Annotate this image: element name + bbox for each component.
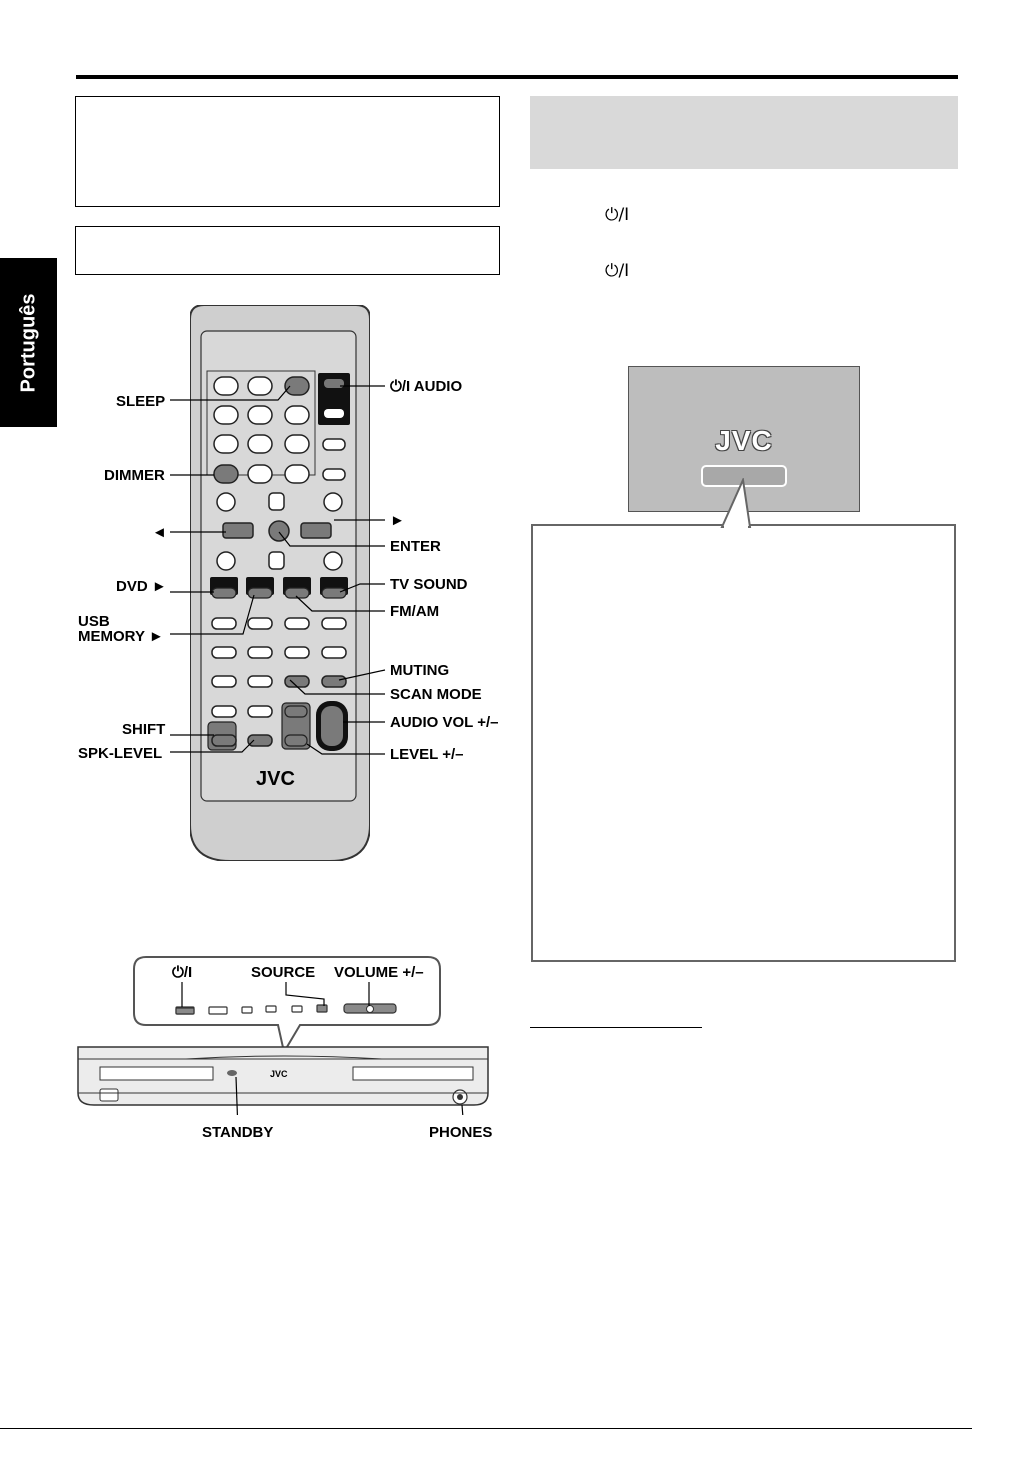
callout-box <box>531 524 956 962</box>
unit-logo: JVC <box>270 1069 288 1079</box>
label-audio-power: ⏻/I AUDIO <box>390 378 463 395</box>
bottom-rule <box>0 1428 972 1429</box>
label-source: SOURCE <box>251 964 316 981</box>
display-logo: JVC <box>715 425 773 456</box>
label-right-arrow: ► <box>390 512 405 529</box>
label-dimmer: DIMMER <box>104 467 165 484</box>
section-heading <box>530 96 958 169</box>
label-unit-power: ⏻/I <box>172 964 193 981</box>
label-level: LEVEL +/– <box>390 746 464 763</box>
callout-pointer <box>720 478 770 530</box>
label-standby: STANDBY <box>202 1124 274 1141</box>
underline <box>530 1027 702 1028</box>
label-sleep: SLEEP <box>116 393 166 410</box>
label-usb-memory: MEMORY ► <box>78 628 164 645</box>
power-icon: ⏻/I <box>605 261 630 281</box>
label-tv-sound: TV SOUND <box>390 576 468 593</box>
remote-logo: JVC <box>256 768 295 790</box>
label-shift: SHIFT <box>122 721 166 738</box>
label-dvd: DVD ► <box>116 578 167 595</box>
label-volume: VOLUME +/– <box>334 964 424 981</box>
label-usb: USB <box>78 613 110 630</box>
label-spk-level: SPK-LEVEL <box>78 745 163 762</box>
label-left-arrow: ◄ <box>152 524 167 541</box>
label-scan-mode: SCAN MODE <box>390 686 482 703</box>
label-phones: PHONES <box>429 1124 493 1141</box>
label-audio-vol: AUDIO VOL +/– <box>390 714 499 731</box>
label-muting: MUTING <box>390 662 450 679</box>
label-fm-am: FM/AM <box>390 603 440 620</box>
language-tab-label: Português <box>17 293 39 392</box>
label-enter: ENTER <box>390 538 441 555</box>
power-icon: ⏻/I <box>605 205 630 225</box>
